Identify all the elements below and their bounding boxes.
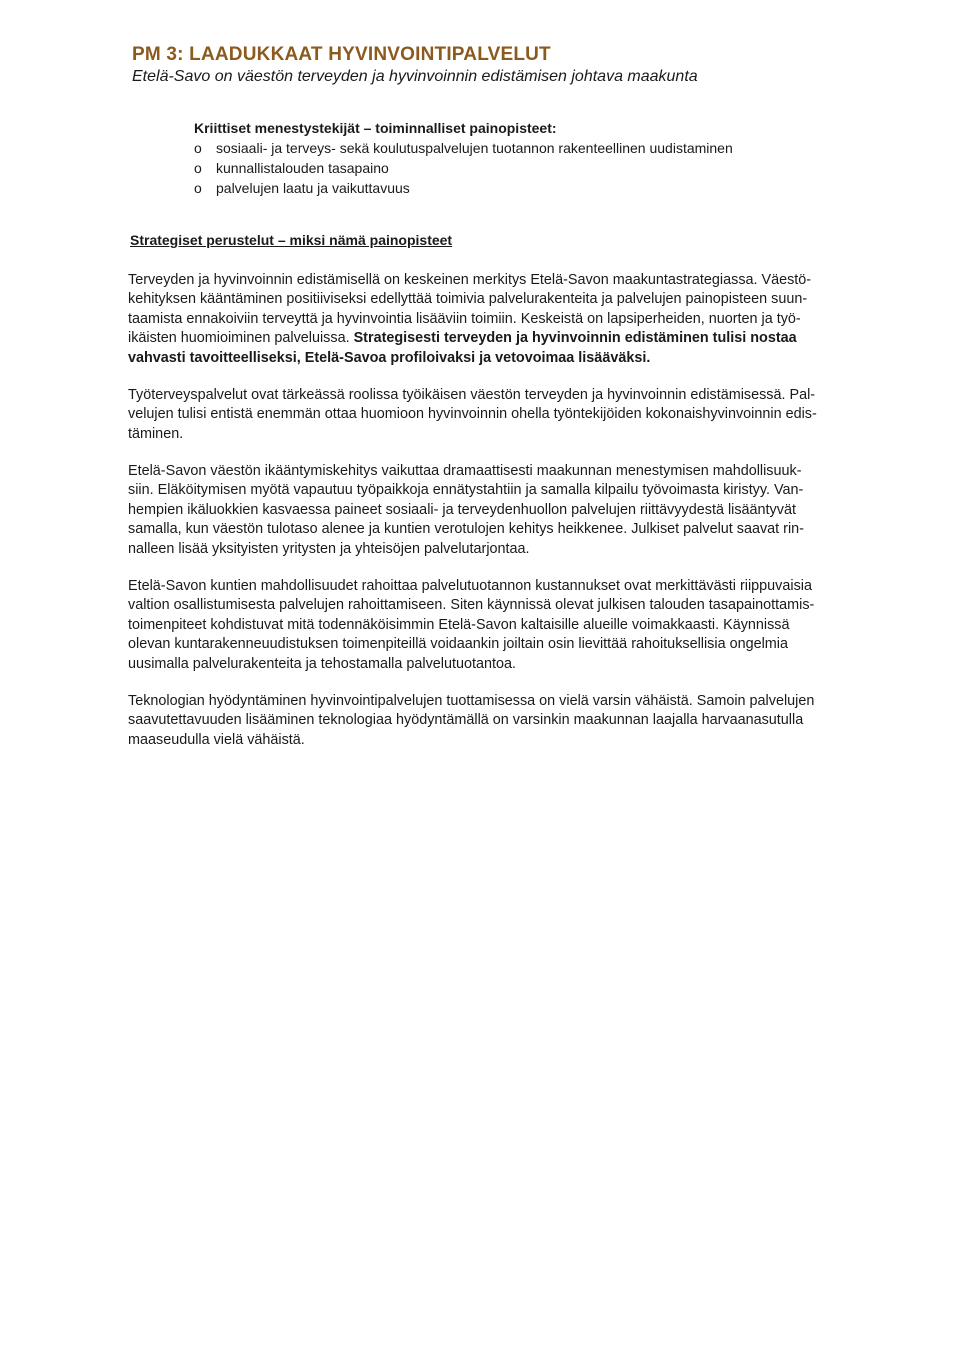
paragraph-line: olevan kuntarakenneuudistuksen toimenpiteillä voidaankin joiltain osin lievittää rahoituksellisia ongelmia (128, 636, 788, 653)
paragraph-line: uusimalla palvelurakenteita ja tehostamalla palvelutuotantoa. (128, 655, 516, 672)
paragraph-line: samalla, kun väestön tulotaso alenee ja kuntien verotulojen kehitys heikkenee. Julkiset palvelut saavat rin- (128, 521, 804, 538)
paragraph-text: ikäisten huomioiminen palveluissa. (128, 330, 354, 347)
paragraph-line: Teknologian hyödyntäminen hyvinvointipalvelujen tuottamisessa on vielä varsin vähäistä. Samoin palvelujen (128, 693, 815, 709)
bullet-marker: o (194, 180, 202, 196)
critical-factors-list (194, 138, 894, 198)
paragraph-line: Etelä-Savon väestön ikääntymiskehitys vaikuttaa dramaattisesti maakunnan menestymisen mahdollisuuk- (128, 463, 802, 479)
bullet-marker: o (194, 160, 202, 176)
strategy-heading: Strategiset perustelut – miksi nämä painopisteet (130, 232, 453, 248)
paragraph-line (128, 329, 928, 348)
paragraph-line: täminen. (128, 425, 184, 442)
list-item-text: kunnallistalouden tasapaino (216, 160, 389, 176)
paragraph-line: hempien ikäluokkien kasvaessa paineet sosiaali- ja terveydenhuollon palvelujen riittävyydestä lisääntyvät (128, 501, 796, 518)
critical-factors-heading: Kriittiset menestystekijät – toiminnalliset painopisteet: (194, 120, 557, 136)
critical-factors-block (194, 118, 894, 198)
paragraph-occupational-health (128, 386, 928, 444)
list-item (194, 158, 894, 178)
paragraph-line: kehityksen kääntäminen positiiviseksi edellyttää toimivia palvelurakenteita ja palvelujen painopisteen suun- (128, 291, 808, 308)
list-item-text: palvelujen laatu ja vaikuttavuus (216, 180, 410, 196)
emphasis-line: vahvasti tavoitteelliseksi, Etelä-Savoa profiloivaksi ja vetovoimaa lisääväksi. (128, 349, 651, 366)
paragraph-line: Terveyden ja hyvinvoinnin edistämisellä on keskeinen merkitys Etelä-Savon maakuntastrategiassa. Väestö- (128, 272, 812, 288)
page-subtitle: Etelä-Savo on väestön terveyden ja hyvinvoinnin edistämisen johtava maakunta (132, 68, 698, 85)
paragraph-line: Etelä-Savon kuntien mahdollisuudet rahoittaa palvelutuotannon kustannukset ovat merkittävästi riippuvaisia (128, 578, 812, 594)
paragraph-line: maaseudulla vielä vähäistä. (128, 731, 305, 748)
bullet-marker: o (194, 140, 202, 156)
list-item (194, 178, 894, 198)
list-item (194, 138, 894, 158)
paragraph-line: velujen tulisi entistä enemmän ottaa huomioon hyvinvoinnin ohella työntekijöiden kokonaishyvinvoinnin edis- (128, 406, 817, 423)
paragraph-line: taamista ennakoiviin terveyttä ja hyvinvointia lisääviin toimiin. Keskeistä on lapsiperheiden, nuorten ja työ- (128, 310, 801, 327)
paragraph-ageing (128, 462, 928, 559)
paragraph-funding (128, 577, 928, 674)
paragraph-line: siin. Eläköitymisen myötä vapautuu työpaikkoja ennätystahtiin ja samalla kilpailu työvoimasta kiristyy. Van- (128, 482, 804, 499)
paragraph-line: Työterveyspalvelut ovat tärkeässä roolissa työikäisen väestön terveyden ja hyvinvoinnin edistämisessä. Pal- (128, 387, 816, 403)
emphasis-text: Strategisesti terveyden ja hyvinvoinnin edistäminen tulisi nostaa (353, 330, 797, 347)
paragraph-line: valtion osallistumisesta palvelujen rahoittamiseen. Siten käynnissä olevat julkisen talouden tasapainottamis- (128, 597, 815, 614)
paragraph-line: nalleen lisää yksityisten yritysten ja yhteisöjen palvelutarjontaa. (128, 540, 530, 557)
list-item-text: sosiaali- ja terveys- sekä koulutuspalvelujen tuotannon rakenteellinen uudistaminen (216, 140, 733, 156)
paragraph-line: saavutettavuuden lisääminen teknologiaa hyödyntämällä on varsinkin maakunnan laajalla harvaanasutulla (128, 712, 804, 729)
page-title: PM 3: LAADUKKAAT HYVINVOINTIPALVELUT (132, 44, 551, 65)
paragraph-technology (128, 692, 928, 750)
paragraph-strategy (128, 271, 928, 368)
paragraph-line: toimenpiteet kohdistuvat mitä todennäköisimmin Etelä-Savon kaltaisille alueille voimakkaasti. Käynnissä (128, 616, 790, 633)
